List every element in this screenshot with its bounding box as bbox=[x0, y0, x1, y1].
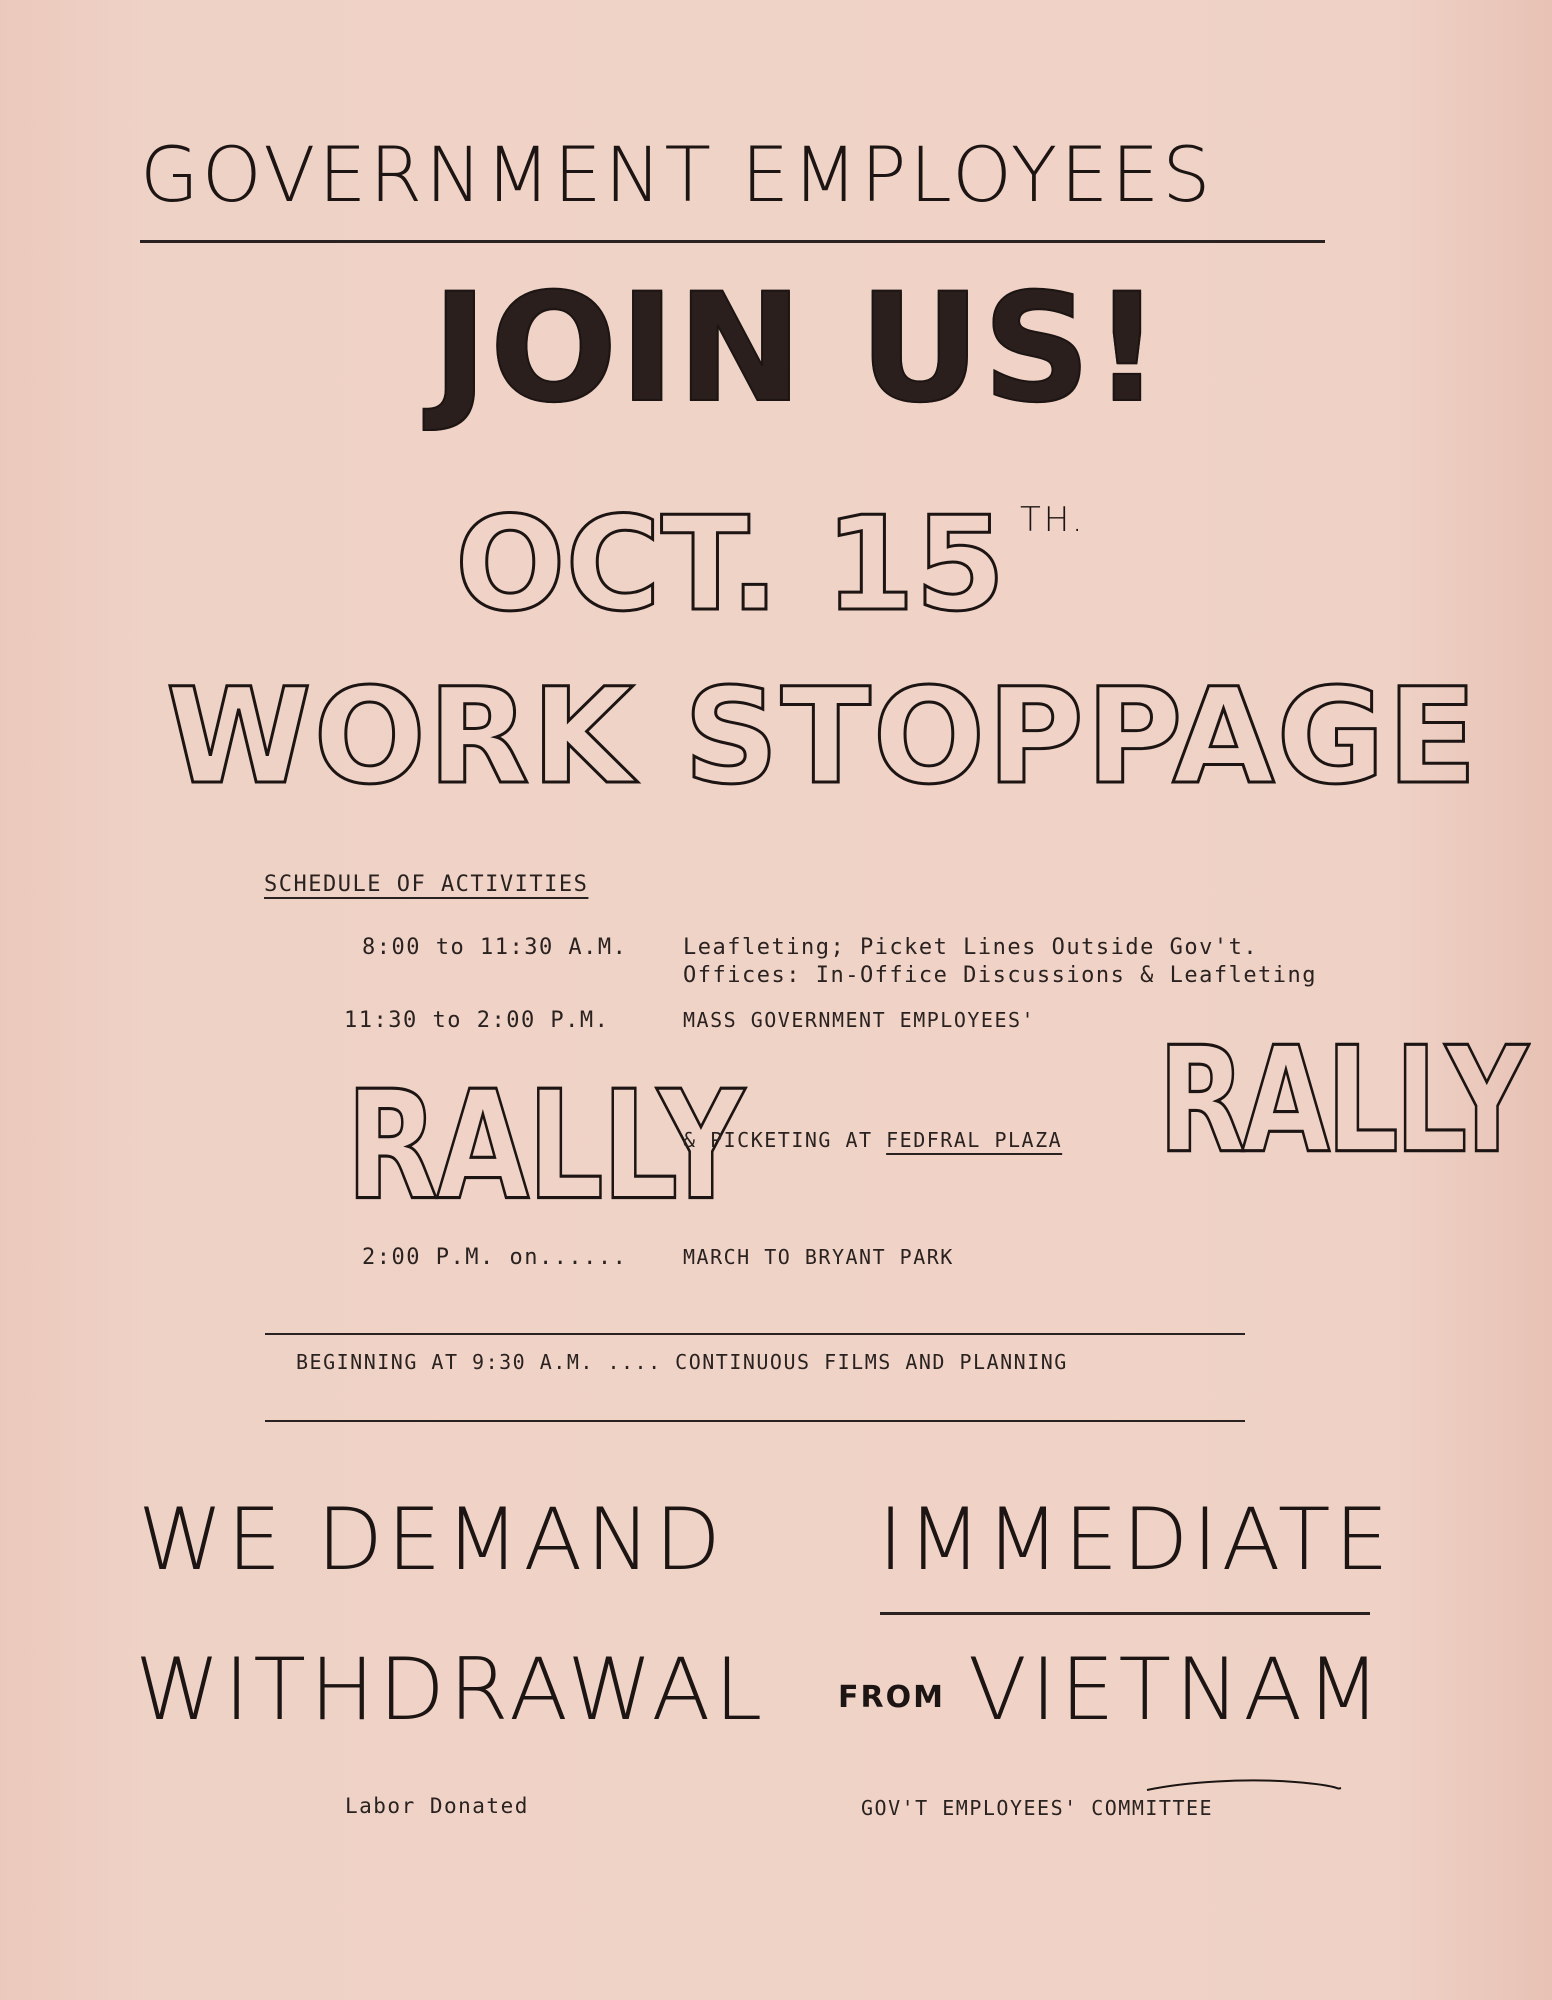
immediate-underline bbox=[880, 1612, 1370, 1615]
schedule-time-2-text: 11:30 to 2:00 P.M. bbox=[344, 1008, 610, 1033]
event-date-suffix bbox=[1020, 500, 1086, 540]
demand-line-2b bbox=[968, 1640, 1384, 1740]
heading-text: GOVERNMENT EMPLOYEES bbox=[140, 130, 1214, 219]
demand-line-2-from bbox=[838, 1680, 945, 1715]
demand-line-2b-text: VIETNAM bbox=[968, 1640, 1385, 1740]
demand-line-2a-text: WITHDRAWAL bbox=[135, 1640, 767, 1740]
demand-line-1b bbox=[878, 1490, 1393, 1590]
schedule-desc-3 bbox=[683, 1245, 954, 1269]
schedule-desc-1a-text: Leafleting; Picket Lines Outside Gov't. bbox=[683, 935, 1259, 960]
schedule-time-3-text: 2:00 P.M. on...... bbox=[362, 1245, 628, 1270]
schedule-desc-3-text: MARCH TO BRYANT PARK bbox=[683, 1245, 954, 1269]
schedule-heading-text: SCHEDULE OF ACTIVITIES bbox=[264, 872, 589, 897]
demand-line-1b-text: IMMEDIATE bbox=[878, 1490, 1393, 1590]
event-name bbox=[166, 660, 1479, 814]
schedule-heading bbox=[264, 872, 588, 897]
heading-underline bbox=[140, 240, 1325, 243]
signature-stroke bbox=[1145, 1768, 1345, 1798]
schedule-time-3 bbox=[362, 1245, 627, 1270]
schedule-time-2 bbox=[344, 1008, 609, 1033]
event-date-text: OCT. 15 bbox=[455, 488, 1006, 640]
picketing-location-text: FEDFRAL PLAZA bbox=[886, 1128, 1063, 1152]
films-note-text: BEGINNING AT 9:30 A.M. .... CONTINUOUS FILMS AND PLANNING bbox=[296, 1350, 1068, 1374]
schedule-desc-2 bbox=[683, 1008, 1035, 1032]
schedule-desc-2-text: MASS GOVERNMENT EMPLOYEES' bbox=[683, 1008, 1036, 1032]
demand-line-1a-text: WE DEMAND bbox=[138, 1490, 725, 1590]
films-rule-top bbox=[265, 1333, 1245, 1335]
schedule-desc-1b bbox=[683, 963, 1317, 988]
footer-right-text: GOV'T EMPLOYEES' COMMITTEE bbox=[861, 1796, 1214, 1820]
event-date-suffix-text: TH. bbox=[1020, 500, 1086, 540]
films-note bbox=[296, 1350, 1068, 1374]
demand-line-2a bbox=[135, 1640, 766, 1740]
rally-word-right-text: RALLY bbox=[1158, 1015, 1525, 1186]
demand-line-2-from-text: FROM bbox=[838, 1680, 945, 1715]
demand-line-1a bbox=[138, 1490, 725, 1590]
picketing-prefix-text: & PICKETING AT bbox=[683, 1128, 887, 1152]
rally-word-left-text: RALLY bbox=[346, 1060, 743, 1234]
picketing-line bbox=[683, 1128, 1062, 1152]
headline-text: JOIN US! bbox=[432, 262, 1164, 436]
schedule-time-1 bbox=[362, 935, 627, 960]
footer-left bbox=[345, 1794, 529, 1818]
schedule-desc-1b-text: Offices: In-Office Discussions & Leafleting bbox=[683, 963, 1318, 988]
rally-word-right bbox=[1158, 1015, 1524, 1185]
footer-left-text: Labor Donated bbox=[345, 1794, 529, 1818]
schedule-time-1-text: 8:00 to 11:30 A.M. bbox=[362, 935, 628, 960]
schedule-desc-1a bbox=[683, 935, 1258, 960]
footer-right bbox=[861, 1796, 1213, 1820]
event-name-text: WORK STOPPAGE bbox=[166, 660, 1480, 814]
event-date bbox=[455, 488, 1005, 640]
films-rule-bottom bbox=[265, 1420, 1245, 1422]
headline-join-us bbox=[432, 262, 1163, 436]
heading-government-employees bbox=[140, 130, 1214, 219]
